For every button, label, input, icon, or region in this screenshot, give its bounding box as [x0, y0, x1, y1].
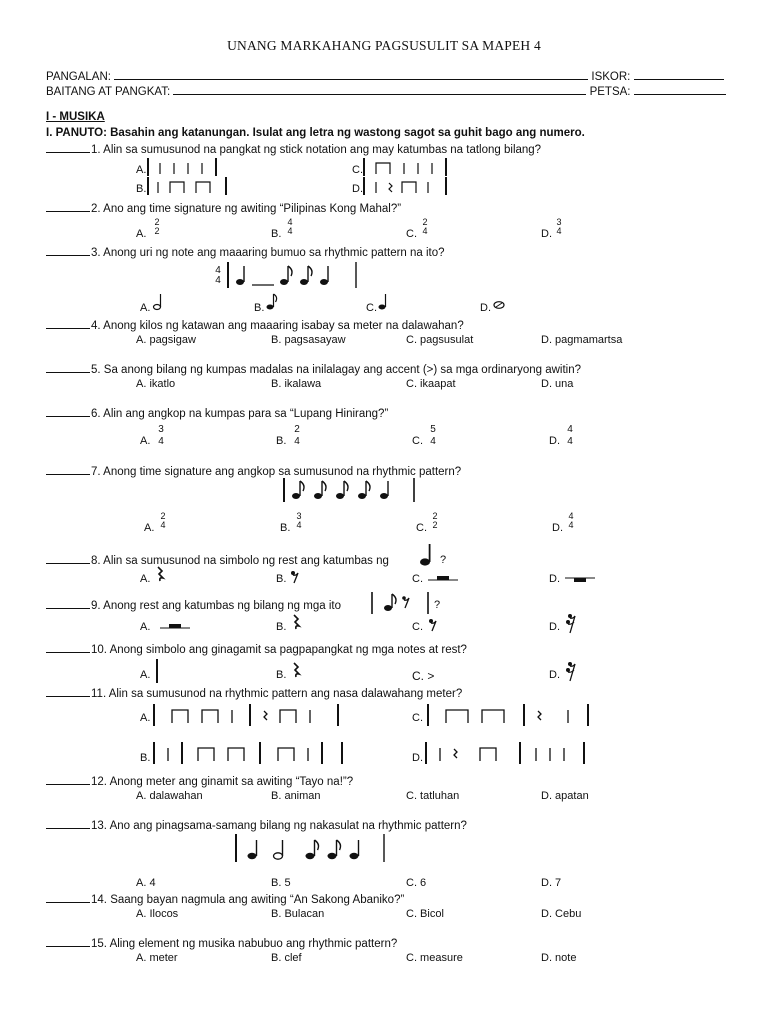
answer-blank[interactable]	[46, 554, 90, 564]
question-text: Alin ang angkop na kumpas para sa “Lupang Hinirang?”	[103, 408, 389, 420]
half-note-icon	[153, 293, 165, 311]
choice-6d: D.	[549, 435, 560, 447]
choice-10a: A.	[140, 669, 151, 681]
ts-top: 3	[556, 217, 562, 227]
stick-notation-1c	[362, 158, 452, 176]
answer-blank[interactable]	[46, 246, 90, 256]
quarter-rest-icon	[155, 566, 165, 582]
ts-bottom: 4	[158, 436, 164, 447]
question-text: Sa anong bilang ng kumpas madalas na inilalagay ang accent (>) sa mga ordinaryong awitin?	[103, 364, 582, 376]
time-signature	[292, 424, 302, 448]
choice-8d: D.	[549, 573, 560, 585]
choice-15c: C. measure	[406, 952, 463, 964]
answer-blank[interactable]	[46, 819, 90, 829]
choice-10c: C. >	[412, 669, 435, 683]
ts-bottom: 4	[160, 520, 166, 530]
choice-12a: A. dalawahan	[136, 790, 203, 802]
choice-9c: C.	[412, 621, 423, 633]
choice-4d: D. pagmamartsa	[541, 334, 623, 346]
choice-1b: B.	[136, 183, 147, 195]
sixteenth-rest-icon	[565, 661, 577, 683]
rhythmic-pattern-11b	[152, 742, 352, 764]
choice-10d: D.	[549, 669, 560, 681]
choice-13d: D. 7	[541, 877, 562, 889]
choice-3d: D.	[480, 302, 491, 314]
choice-13b: B. 5	[271, 877, 291, 889]
question-text: Anong rest ang katumbas ng bilang ng mga ito	[103, 600, 341, 612]
choice-4a: A. pagsigaw	[136, 334, 196, 346]
grade-label: BAITANG AT PANGKAT:	[46, 86, 171, 98]
choice-11c: C.	[412, 712, 423, 724]
choice-11d: D.	[412, 752, 423, 764]
choice-2a: A.	[136, 228, 147, 240]
name-field[interactable]	[114, 69, 588, 80]
stick-notation-1a	[146, 158, 226, 176]
choice-11b: B.	[140, 752, 151, 764]
question-number: 11.	[91, 688, 107, 700]
eighth-rest-icon	[290, 570, 300, 584]
time-signature	[566, 512, 576, 530]
choice-14b: B. Bulacan	[271, 908, 325, 920]
choice-12b: B. animan	[271, 790, 321, 802]
half-rest-icon	[160, 622, 190, 632]
time-signature	[158, 512, 168, 530]
question-3	[46, 246, 445, 259]
question-text: Alin sa sumusunod na simbolo ng rest ang katumbas ng	[103, 555, 389, 567]
question-15	[46, 937, 397, 950]
question-text: Anong meter ang ginamit sa awiting “Tayo na!”?	[109, 776, 354, 788]
question-14	[46, 893, 404, 906]
time-signature	[554, 218, 564, 236]
choice-4c: C. pagsusulat	[406, 334, 474, 346]
ts-top: 4	[215, 265, 221, 276]
answer-blank[interactable]	[46, 937, 90, 947]
time-signature	[294, 512, 304, 530]
question-text: Anong time signature ang angkop sa sumusunod na rhythmic pattern?	[103, 466, 462, 478]
q8-suffix: ?	[440, 554, 447, 566]
answer-blank[interactable]	[46, 407, 90, 417]
choice-2b: B.	[271, 228, 282, 240]
ts-top: 3	[296, 511, 302, 521]
question-1	[46, 143, 541, 156]
choice-3a: A.	[140, 302, 151, 314]
choice-9a: A.	[140, 621, 151, 633]
choice-7c: C.	[416, 522, 427, 534]
question-11	[46, 687, 462, 700]
quarter-rest-icon	[291, 614, 301, 630]
time-signature	[428, 424, 438, 448]
sixteenth-rest-icon	[565, 613, 577, 635]
answer-blank[interactable]	[46, 775, 90, 785]
score-field[interactable]	[634, 69, 724, 80]
ts-top: 2	[432, 511, 438, 521]
date-field[interactable]	[634, 84, 726, 95]
ts-top: 2	[154, 217, 160, 227]
question-number: 4.	[91, 320, 101, 332]
ts-bottom: 4	[430, 436, 436, 447]
choice-14d: D. Cebu	[541, 908, 582, 920]
time-signature	[285, 218, 295, 236]
eighth-rest-icon	[428, 618, 438, 632]
instructions: I. PANUTO: Basahin ang katanungan. Isulat ang letra ng wastong sagot sa guhit bago ang numero.	[46, 127, 585, 139]
question-number: 13.	[91, 820, 107, 832]
choice-11a: A.	[140, 712, 151, 724]
question-text: Ano ang pinagsama-samang bilang ng nakasulat na rhythmic pattern?	[109, 820, 467, 832]
question-8	[46, 554, 389, 567]
ts-top: 2	[294, 424, 300, 435]
time-signature	[565, 424, 575, 448]
choice-1a: A.	[136, 164, 147, 176]
choice-8b: B.	[276, 573, 287, 585]
choice-15b: B. clef	[271, 952, 302, 964]
question-text: Anong uri ng note ang maaaring bumuo sa rhythmic pattern na ito?	[103, 247, 445, 259]
question-text: Saang bayan nagmula ang awiting “An Sakong Abaniko?”	[110, 894, 405, 906]
question-number: 3.	[91, 247, 101, 259]
choice-2d: D.	[541, 228, 552, 240]
choice-5c: C. ikaapat	[406, 378, 456, 390]
choice-8c: C.	[412, 573, 423, 585]
bar-line-icon	[155, 659, 161, 683]
question-number: 14.	[91, 894, 107, 906]
question-number: 9.	[91, 600, 101, 612]
choice-9d: D.	[549, 621, 560, 633]
ts-top: 4	[567, 424, 573, 435]
choice-3b: B.	[254, 302, 265, 314]
question-4	[46, 319, 464, 332]
name-row	[46, 69, 724, 83]
question-5	[46, 363, 581, 376]
name-label: PANGALAN:	[46, 71, 111, 83]
choice-6c: C.	[412, 435, 423, 447]
answer-blank[interactable]	[46, 599, 90, 609]
answer-blank[interactable]	[46, 363, 90, 373]
question-7	[46, 465, 461, 478]
question-number: 2.	[91, 203, 101, 215]
time-signature	[152, 218, 162, 236]
choice-15d: D. note	[541, 952, 577, 964]
question-10	[46, 643, 467, 656]
rhythm-group-9	[370, 592, 432, 614]
choice-2c: C.	[406, 228, 417, 240]
ts-top: 2	[160, 511, 166, 521]
answer-blank[interactable]	[46, 643, 90, 653]
time-signature	[213, 266, 223, 286]
question-number: 5.	[91, 364, 101, 376]
choice-7d: D.	[552, 522, 563, 534]
question-number: 1.	[91, 144, 101, 156]
stick-notation-1b	[146, 177, 236, 195]
ts-bottom: 4	[296, 520, 302, 530]
choice-13a: A. 4	[136, 877, 156, 889]
rhythmic-pattern-7	[282, 478, 422, 502]
choice-1c: C.	[352, 164, 363, 176]
ts-bottom: 2	[432, 520, 438, 530]
answer-blank[interactable]	[46, 202, 90, 212]
ts-top: 2	[422, 217, 428, 227]
ts-bottom: 4	[568, 520, 574, 530]
question-text: Aling element ng musika nabubuo ang rhythmic pattern?	[109, 938, 398, 950]
question-2	[46, 202, 401, 215]
ts-bottom: 4	[567, 436, 573, 447]
ts-top: 4	[568, 511, 574, 521]
answer-blank[interactable]	[46, 319, 90, 329]
question-9	[46, 599, 341, 612]
q9-suffix: ?	[434, 599, 441, 611]
choice-8a: A.	[140, 573, 151, 585]
choice-5d: D. una	[541, 378, 574, 390]
rhythmic-pattern-13	[234, 834, 394, 862]
date-label: PETSA:	[589, 86, 631, 98]
grade-field[interactable]	[173, 84, 586, 95]
time-signature	[420, 218, 430, 236]
ts-top: 5	[430, 424, 436, 435]
time-signature	[430, 512, 440, 530]
choice-5b: B. ikalawa	[271, 378, 322, 390]
ts-bottom: 4	[294, 436, 300, 447]
half-rest-icon	[428, 574, 458, 584]
time-signature	[156, 424, 166, 448]
rhythmic-pattern-11a	[152, 704, 352, 726]
rhythmic-pattern-3	[226, 262, 366, 288]
ts-top: 4	[287, 217, 293, 227]
choice-15a: A. meter	[136, 952, 178, 964]
question-12	[46, 775, 353, 788]
rhythmic-pattern-11d	[424, 742, 594, 764]
quarter-note-icon	[420, 543, 434, 567]
question-text: Alin sa sumusunod na rhythmic pattern ang nasa dalawahang meter?	[108, 688, 463, 700]
ts-bottom: 4	[215, 275, 221, 286]
question-number: 12.	[91, 776, 107, 788]
choice-6b: B.	[276, 435, 287, 447]
choice-7a: A.	[144, 522, 155, 534]
eighth-note-icon	[266, 293, 278, 311]
answer-blank[interactable]	[46, 465, 90, 475]
exam-title: UNANG MARKAHANG PAGSUSULIT SA MAPEH 4	[227, 38, 541, 53]
question-number: 15.	[91, 938, 107, 950]
question-number: 7.	[91, 466, 101, 478]
choice-6a: A.	[140, 435, 151, 447]
answer-blank[interactable]	[46, 143, 90, 153]
section-title: I - MUSIKA	[46, 111, 105, 123]
rhythmic-pattern-11c	[426, 704, 596, 726]
choice-9b: B.	[276, 621, 287, 633]
choice-1d: D.	[352, 183, 363, 195]
choice-12c: C. tatluhan	[406, 790, 460, 802]
stick-notation-1d	[362, 177, 452, 195]
ts-bottom: 4	[287, 226, 293, 236]
choice-14a: A. Ilocos	[136, 908, 179, 920]
quarter-note-icon	[378, 293, 390, 311]
question-text: Alin sa sumusunod na pangkat ng stick notation ang may katumbas na tatlong bilang?	[103, 144, 542, 156]
question-number: 6.	[91, 408, 101, 420]
answer-blank[interactable]	[46, 893, 90, 903]
question-13	[46, 819, 467, 832]
question-number: 10.	[91, 644, 107, 656]
ts-top: 3	[158, 424, 164, 435]
choice-4b: B. pagsasayaw	[271, 334, 346, 346]
ts-bottom: 4	[422, 226, 428, 236]
quarter-rest-icon	[291, 662, 301, 678]
whole-note-icon	[493, 300, 507, 310]
question-text: Anong simbolo ang ginagamit sa pagpapangkat ng mga notes at rest?	[109, 644, 467, 656]
question-number: 8.	[91, 555, 101, 567]
choice-12d: D. apatan	[541, 790, 589, 802]
choice-10b: B.	[276, 669, 287, 681]
ts-bottom: 4	[556, 226, 562, 236]
answer-blank[interactable]	[46, 687, 90, 697]
question-6	[46, 407, 388, 420]
question-text: Anong kilos ng katawan ang maaaring isabay sa meter na dalawahan?	[103, 320, 464, 332]
choice-13c: C. 6	[406, 877, 427, 889]
choice-3c: C.	[366, 302, 377, 314]
choice-5a: A. ikatlo	[136, 378, 176, 390]
choice-14c: C. Bicol	[406, 908, 444, 920]
question-text: Ano ang time signature ng awiting “Pilipinas Kong Mahal?”	[103, 203, 402, 215]
score-label: ISKOR:	[591, 71, 631, 83]
ts-bottom: 2	[154, 226, 160, 236]
whole-rest-icon	[565, 574, 595, 584]
choice-7b: B.	[280, 522, 291, 534]
grade-row	[46, 84, 726, 98]
